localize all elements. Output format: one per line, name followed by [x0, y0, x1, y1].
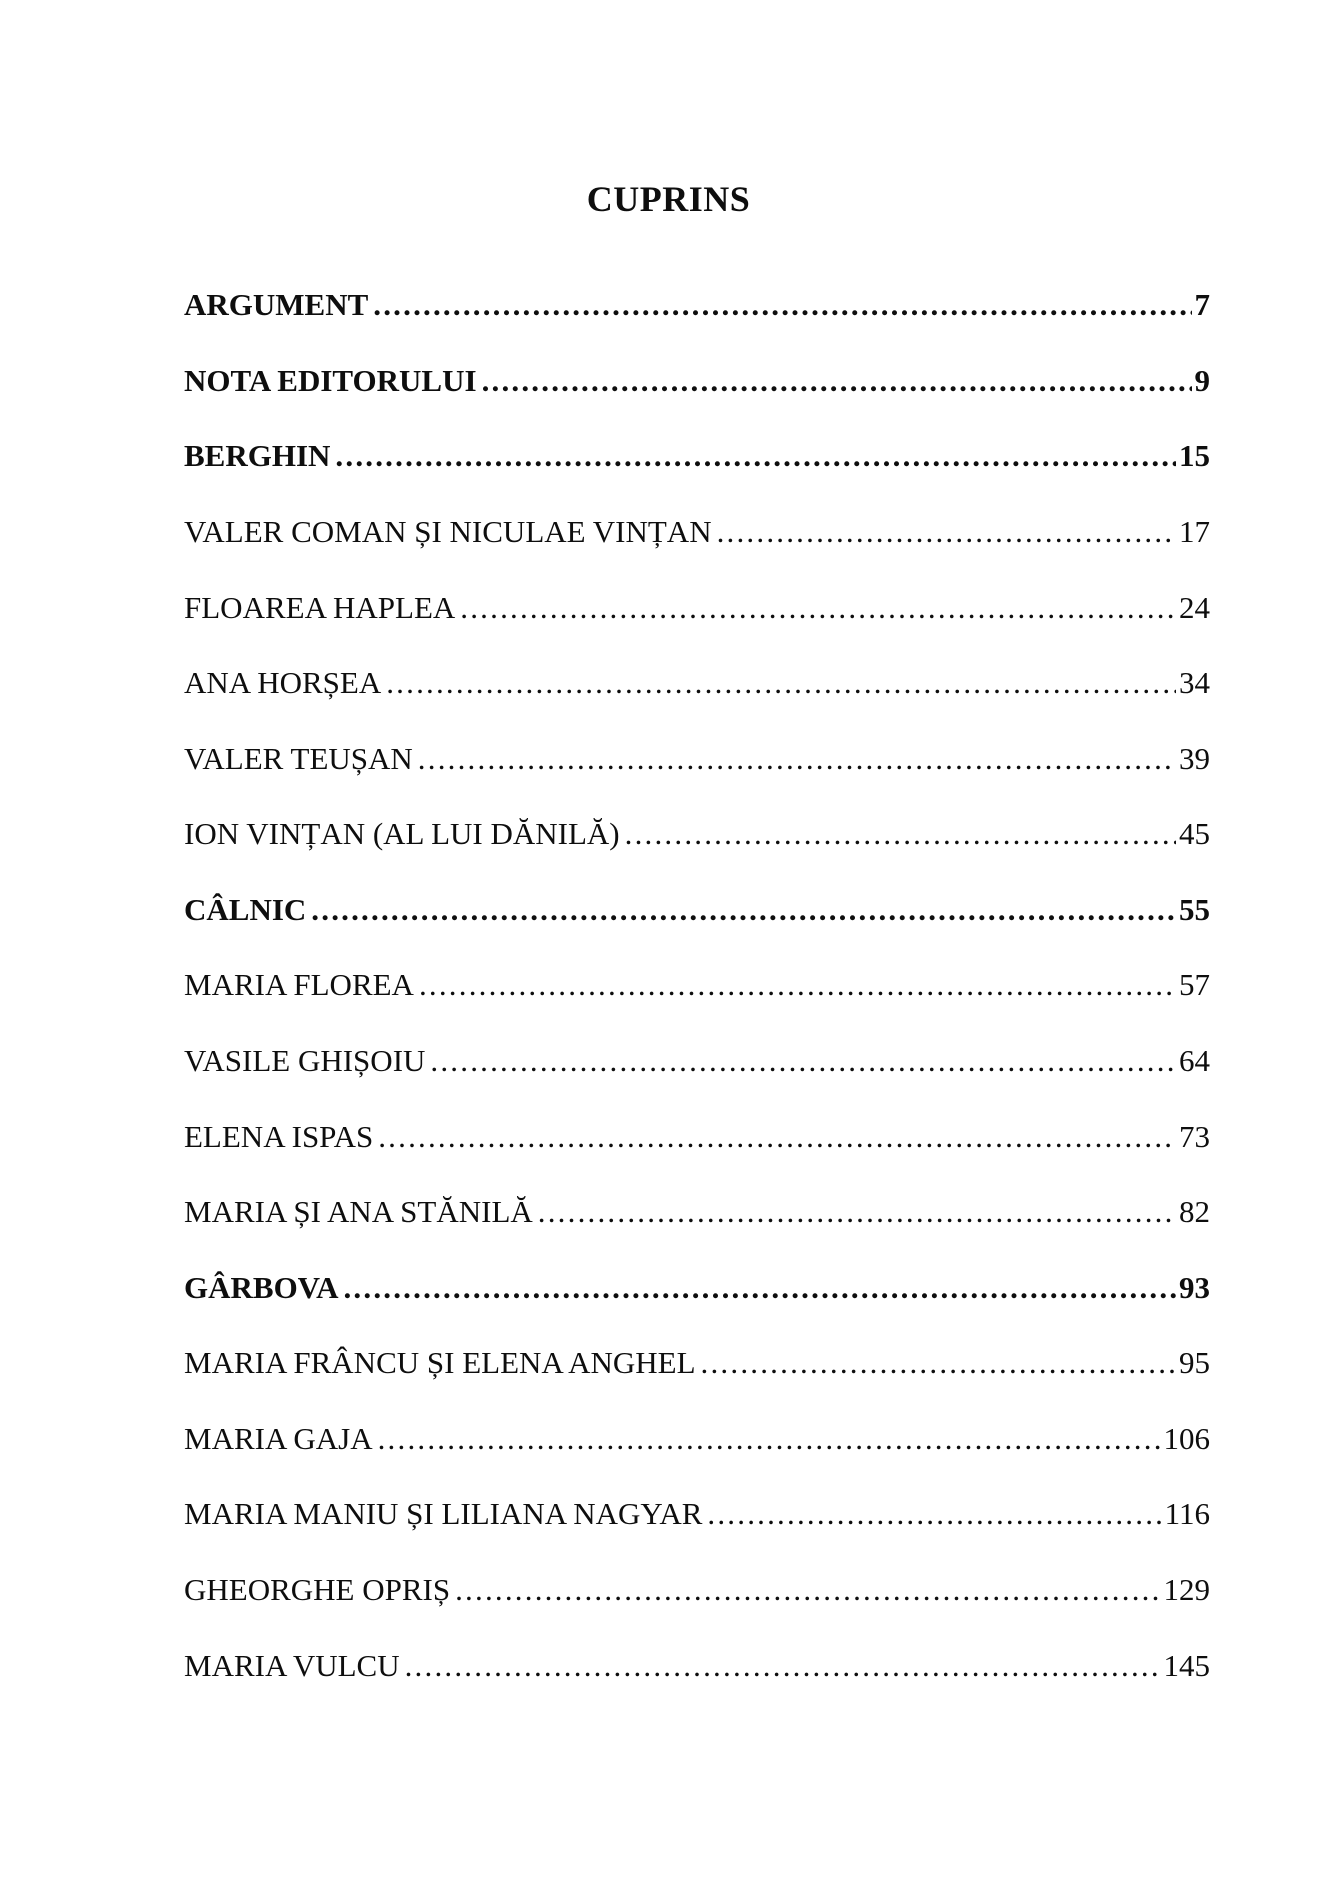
toc-entry-page-number: 57	[1179, 967, 1210, 1003]
toc-entry-page-number: 73	[1179, 1118, 1210, 1154]
toc-entry-page-number: 34	[1179, 665, 1210, 701]
dot-leader	[378, 1119, 1176, 1156]
toc-entry-title: BERGHIN	[184, 438, 331, 474]
toc-section-entry	[184, 438, 1210, 475]
toc-section-entry	[184, 287, 1210, 324]
toc-entry-title: GÂRBOVA	[184, 1269, 339, 1305]
toc-entry-page-number: 15	[1179, 438, 1210, 474]
toc-entry-page-number: 106	[1163, 1420, 1210, 1456]
dot-leader	[430, 1043, 1176, 1080]
dot-leader	[460, 590, 1176, 627]
toc-entry-title: MARIA FLOREA	[184, 967, 414, 1003]
toc-entry-title: NOTA EDITORULUI	[184, 362, 477, 398]
toc-entry-page-number: 93	[1179, 1269, 1210, 1305]
toc-entry-title: GHEORGHE OPRIȘ	[184, 1572, 451, 1608]
toc-entry-page-number: 116	[1164, 1496, 1210, 1532]
toc-entry-page-number: 24	[1179, 589, 1210, 625]
toc-entry-title: VALER COMAN ȘI NICULAE VINȚAN	[184, 513, 712, 549]
toc-section-entry	[184, 363, 1210, 400]
toc-entry-page-number: 82	[1179, 1194, 1210, 1230]
toc-entry	[184, 1572, 1210, 1609]
toc-entry-title: MARIA VULCU	[184, 1647, 400, 1683]
toc-entry-page-number: 9	[1194, 362, 1210, 398]
toc-section-entry	[184, 892, 1210, 929]
dot-leader	[419, 967, 1176, 1004]
toc-entry	[184, 816, 1210, 853]
dot-leader	[625, 816, 1176, 853]
dot-leader	[701, 1345, 1176, 1382]
toc-entry	[184, 514, 1210, 551]
dot-leader	[311, 892, 1176, 929]
toc-entry-page-number: 7	[1194, 287, 1210, 323]
toc-entry	[184, 590, 1210, 627]
toc-entry-page-number: 95	[1179, 1345, 1210, 1381]
dot-leader	[482, 363, 1192, 400]
toc-entry	[184, 741, 1210, 778]
toc-entry-title: VASILE GHIȘOIU	[184, 1042, 426, 1078]
toc-entry-title: ELENA ISPAS	[184, 1118, 374, 1154]
toc-entry-title: MARIA ȘI ANA STĂNILĂ	[184, 1194, 533, 1230]
toc-entry-title: CÂLNIC	[184, 891, 307, 927]
toc-entry-page-number: 55	[1179, 891, 1210, 927]
page-title: CUPRINS	[586, 179, 751, 219]
dot-leader	[405, 1648, 1161, 1685]
toc-entry	[184, 1194, 1210, 1231]
toc-entry-page-number: 39	[1179, 740, 1210, 776]
dot-leader	[386, 665, 1176, 702]
toc-entry	[184, 1648, 1210, 1685]
dot-leader	[455, 1572, 1160, 1609]
toc-entry	[184, 665, 1210, 702]
dot-leader	[335, 438, 1176, 475]
toc-entry-title: ANA HORȘEA	[184, 665, 382, 701]
dot-leader	[418, 741, 1176, 778]
toc-section-entry	[184, 1270, 1210, 1307]
toc-entry	[184, 1043, 1210, 1080]
dot-leader	[343, 1270, 1176, 1307]
toc-entry-title: MARIA MANIU ȘI LILIANA NAGYAR	[184, 1496, 703, 1532]
toc-entry-title: FLOAREA HAPLEA	[184, 589, 456, 625]
toc-entry-title: MARIA GAJA	[184, 1420, 373, 1456]
toc-entry	[184, 1345, 1210, 1382]
toc-entry-page-number: 129	[1163, 1572, 1210, 1608]
dot-leader	[378, 1421, 1161, 1458]
toc-list	[0, 287, 1337, 1684]
toc-entry-title: ARGUMENT	[184, 287, 369, 323]
dot-leader	[538, 1194, 1176, 1231]
toc-entry-page-number: 145	[1163, 1647, 1210, 1683]
toc-entry-title: VALER TEUȘAN	[184, 740, 413, 776]
toc-entry-title: ION VINȚAN (AL LUI DĂNILĂ)	[184, 816, 620, 852]
toc-entry	[184, 1421, 1210, 1458]
toc-entry-page-number: 17	[1179, 513, 1210, 549]
dot-leader	[707, 1496, 1161, 1533]
toc-entry	[184, 1496, 1210, 1533]
toc-entry-page-number: 45	[1179, 816, 1210, 852]
toc-entry	[184, 967, 1210, 1004]
dot-leader	[373, 287, 1191, 324]
toc-entry-title: MARIA FRÂNCU ȘI ELENA ANGHEL	[184, 1345, 696, 1381]
toc-entry	[184, 1119, 1210, 1156]
dot-leader	[717, 514, 1176, 551]
toc-entry-page-number: 64	[1179, 1042, 1210, 1078]
